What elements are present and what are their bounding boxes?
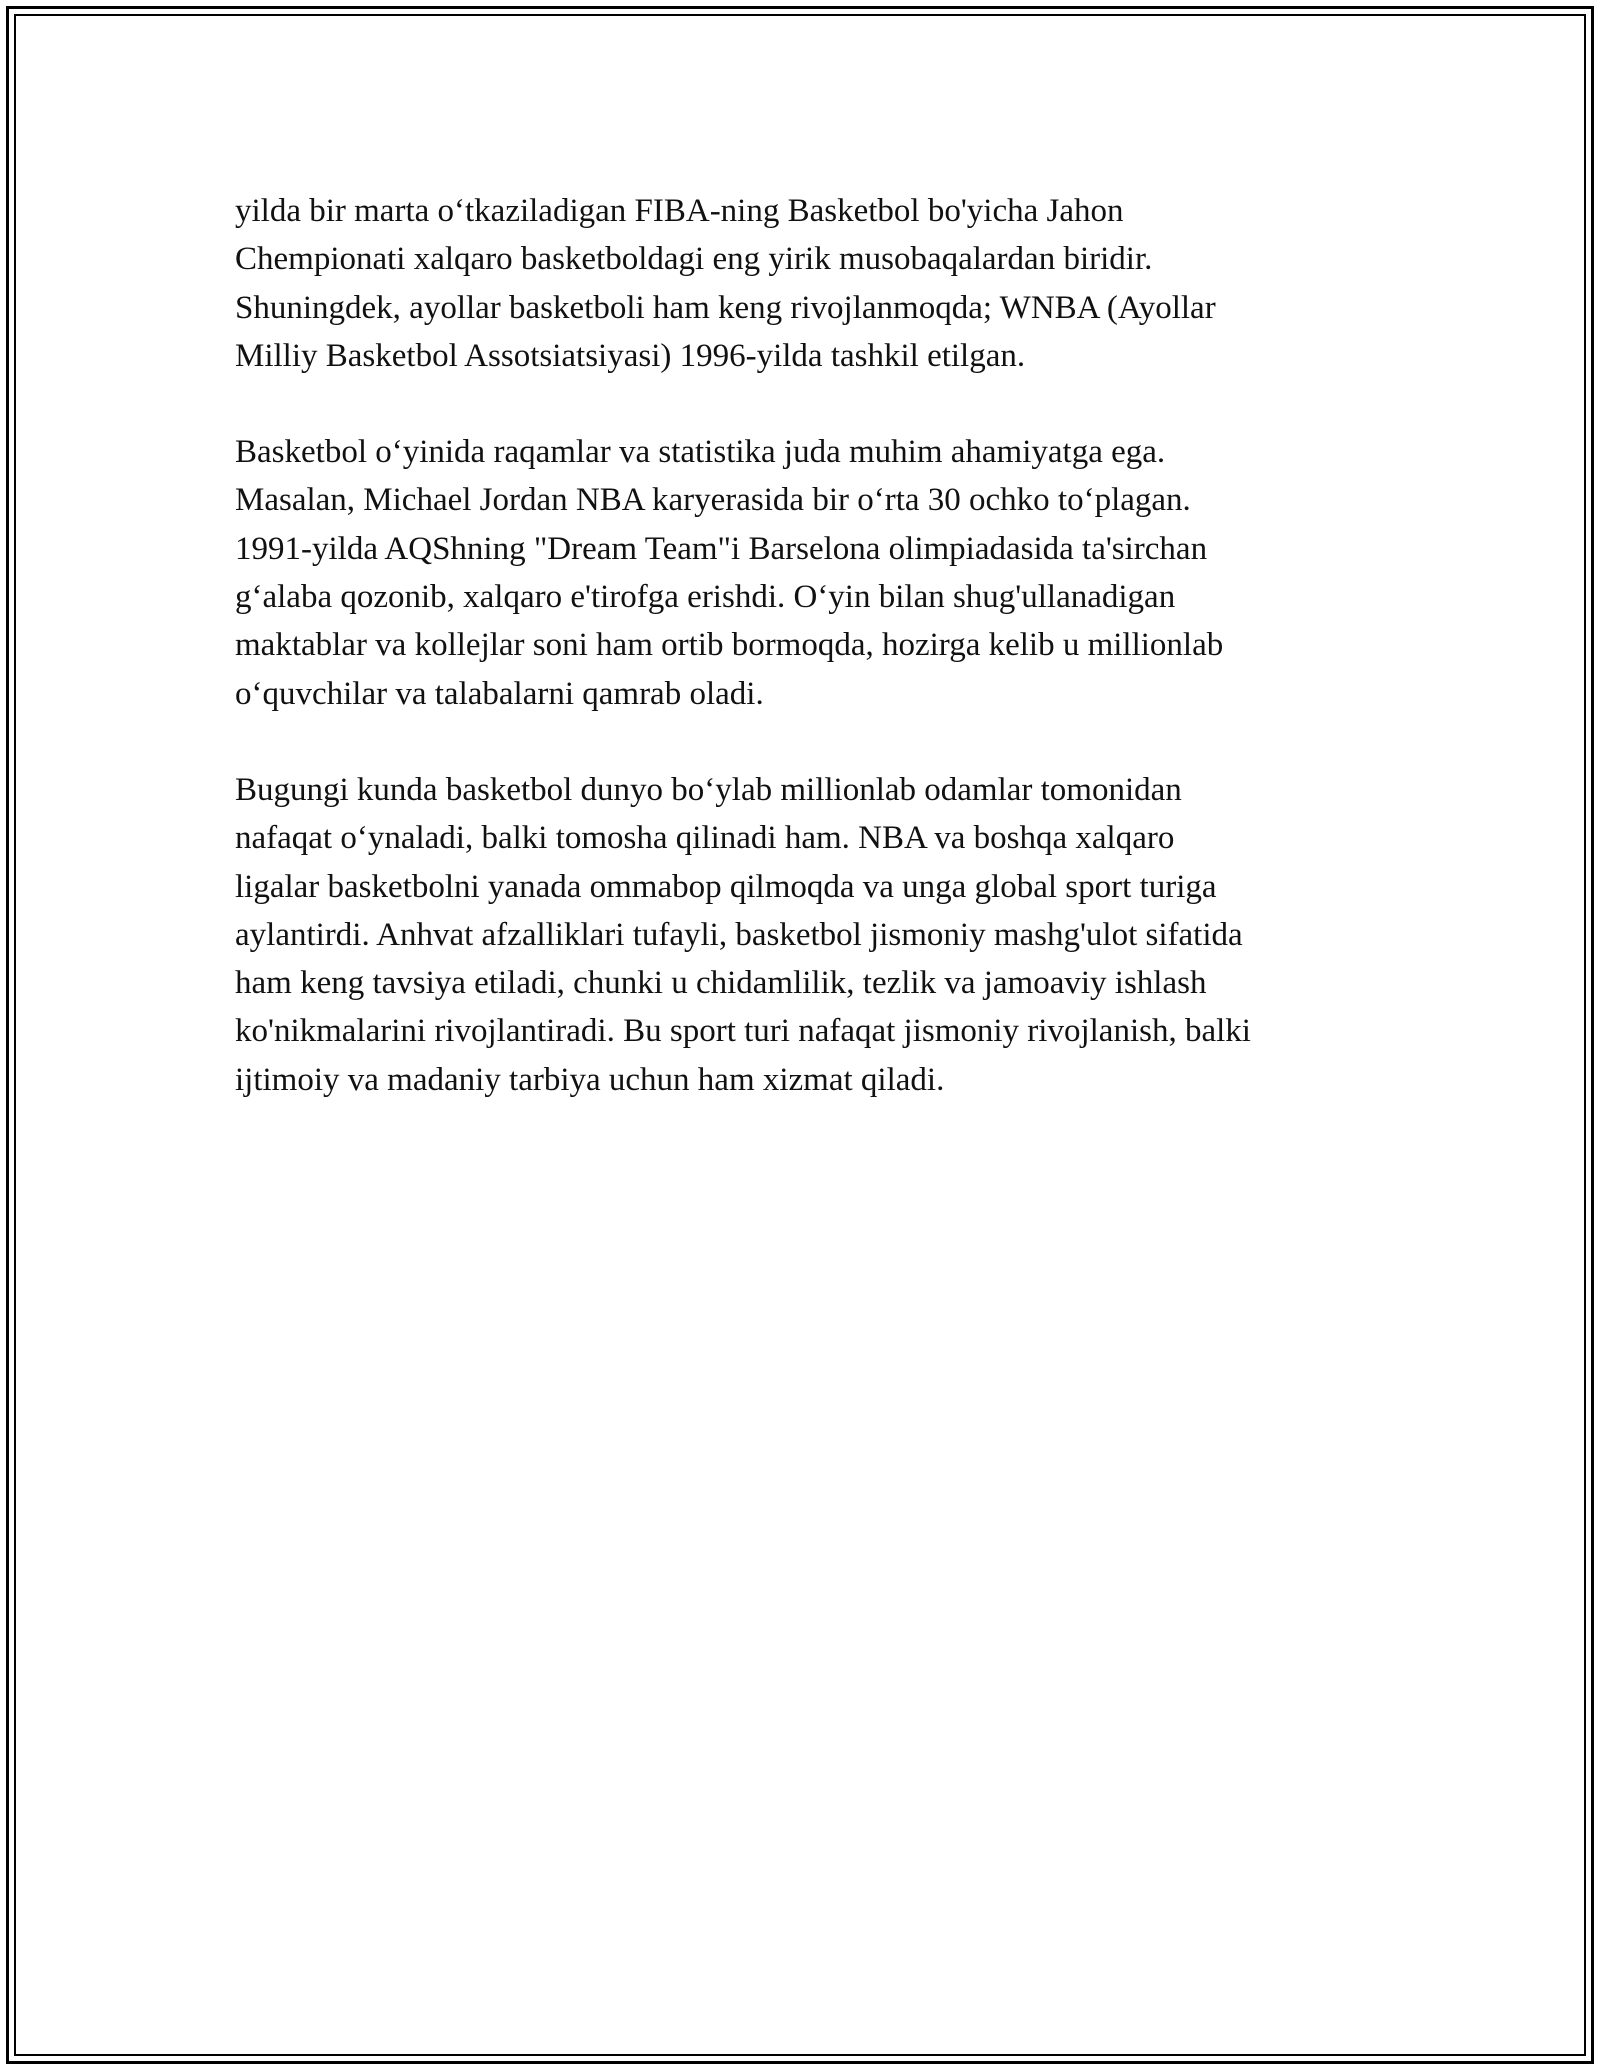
text-line: Milliy Basketbol Assotsiatsiyasi) 1996-yilda tashkil etilgan. (235, 337, 1026, 374)
paragraph-3 (235, 766, 1375, 1104)
text-line: Masalan, Michael Jordan NBA karyerasida bir o‘rta 30 ochko to‘plagan. (235, 482, 1191, 519)
document-body (235, 187, 1375, 1152)
text-line: Basketbol o‘yinida raqamlar va statistika juda muhim ahamiyatga ega. (235, 434, 1166, 471)
text-line: nafaqat o‘ynaladi, balki tomosha qilinadi ham. NBA va boshqa xalqaro (235, 820, 1175, 857)
text-line: Chempionati xalqaro basketboldagi eng yirik musobaqalardan biridir. (235, 241, 1153, 278)
text-line: ijtimoiy va madaniy tarbiya uchun ham xizmat qiladi. (235, 1061, 945, 1098)
text-line: o‘quvchilar va talabalarni qamrab oladi. (235, 675, 764, 712)
paragraph-2 (235, 428, 1375, 718)
paragraph-1 (235, 187, 1375, 380)
text-line: ligalar basketbolni yanada ommabop qilmoqda va unga global sport turiga (235, 868, 1217, 905)
text-line: ham keng tavsiya etiladi, chunki u chidamlilik, tezlik va jamoaviy ishlash (235, 965, 1207, 1002)
text-line: 1991-yilda AQShning "Dream Team"i Barselona olimpiadasida ta'sirchan (235, 530, 1208, 567)
text-line: Shuningdek, ayollar basketboli ham keng rivojlanmoqda; WNBA (Ayollar (235, 289, 1216, 326)
text-line: aylantirdi. Anhvat afzalliklari tufayli, basketbol jismoniy mashg'ulot sifatida (235, 916, 1243, 953)
text-line: maktablar va kollejlar soni ham ortib bormoqda, hozirga kelib u millionlab (235, 627, 1224, 664)
text-line: ko'nikmalarini rivojlantiradi. Bu sport turi nafaqat jismoniy rivojlanish, balki (235, 1013, 1251, 1050)
text-line: g‘alaba qozonib, xalqaro e'tirofga erishdi. O‘yin bilan shug'ullanadigan (235, 579, 1176, 616)
text-line: Bugungi kunda basketbol dunyo bo‘ylab millionlab odamlar tomonidan (235, 771, 1182, 808)
text-line: yilda bir marta o‘tkaziladigan FIBA-ning Basketbol bo'yicha Jahon (235, 193, 1124, 229)
